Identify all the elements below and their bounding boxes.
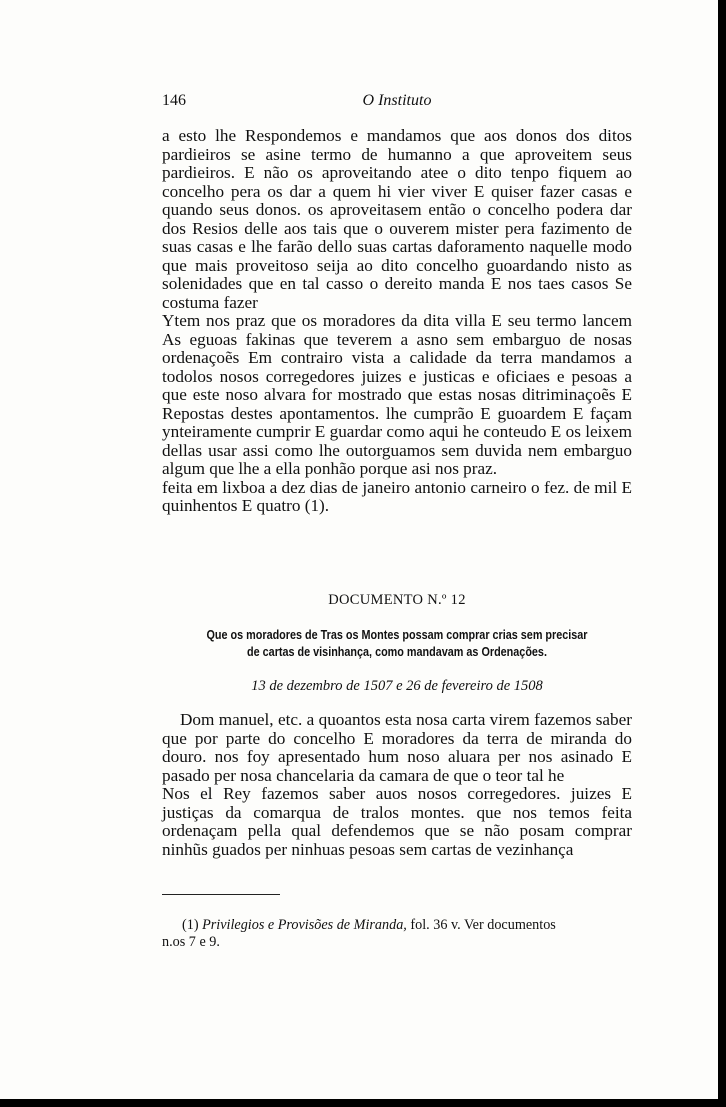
footnote: [162, 917, 632, 951]
paragraph-2: Ytem nos praz que os moradores da dita villa E seu termo lancem As eguoas fakinas que teverem a asno sem embarguo de nosas ordenaçoẽs Em contrairo vista a calidade da terra mandamos a todolos nosos corregedores juizes e justicas e oficiaes e pesoas a que este noso alvara for mostrado que estas nosas ditriminaçoẽs E Repostas destes apontamentos. lhe cumprão E guoardem E façam ynteiramente cumprir E guardar como aqui he conteudo E os leixem dellas usar assi como lhe outorguamos sem duvida nem embarguo algum que lhe a ella ponhão porque asi nos praz.: [162, 311, 632, 478]
paragraph-1: a esto lhe Respondemos e mandamos que aos donos dos ditos pardieiros se asine termo de humanno a que aproveitem seus pardieiros. E não os aproveitando atee o dito tenpo fiquem ao concelho pera os dar a quem hi vier viver E quiser fazer casas e quando seus donos. os aproveitasem então o concelho podera dar dos Resios delle aos tais que o ouverem mister pera fazimento de suas casas e lhe farão dello suas cartas daforamento naquelle modo que mais proveitoso seija ao dito concelho guoardando nisto as solenidades que en tal casso o dereito manda E nos taes casos Se costuma fazer: [162, 126, 632, 312]
paragraph-3: feita em lixboa a dez dias de janeiro antonio carneiro o fez. de mil E quinhentos E quatro (1).: [162, 477, 632, 515]
footnote-line-2: n.os 7 e 9.: [162, 934, 220, 950]
journal-title: O Instituto: [362, 92, 432, 109]
running-head: [162, 92, 632, 114]
page-number: 146: [162, 92, 186, 109]
document-paragraph-2: Nos el Rey fazemos saber auos nosos corregedores. juizes E justiças da comarqua de tralos montes. que nos temos feita ordenaçam pella qual defendemos que se não posam comprar ninhũs guados per ninhuas pesoas sem cartas de vezinhança: [162, 784, 632, 859]
document-body: [162, 711, 632, 859]
footnote-rule: [162, 894, 280, 895]
footnote-marker: (1): [182, 917, 199, 933]
footnote-line-1: [162, 917, 632, 934]
document-date: 13 de dezembro de 1507 e 26 de fevereiro de 1508: [251, 678, 543, 694]
document-heading: DOCUMENTO N.º 12: [328, 592, 466, 608]
body-text: [162, 127, 632, 516]
footnote-rest-1: fol. 36 v. Ver documentos: [410, 917, 556, 933]
footnote-source-title: Privilegios e Provisões de Miranda,: [202, 917, 407, 933]
document-title-line-2: de cartas de visinhança, como mandavam as Ordenações.: [247, 644, 547, 659]
document-title: [204, 626, 589, 660]
document-title-line-1: Que os moradores de Tras os Montes possam comprar crias sem precisar: [206, 627, 588, 642]
document-paragraph-1: Dom manuel, etc. a quoantos esta nosa carta virem fazemos saber que por parte do concelho E moradores da terra de miranda do douro. nos foy apresentado hum noso aluara per nos asinado E pasado per nosa chancelaria da camara de que o teor tal he: [162, 710, 632, 785]
